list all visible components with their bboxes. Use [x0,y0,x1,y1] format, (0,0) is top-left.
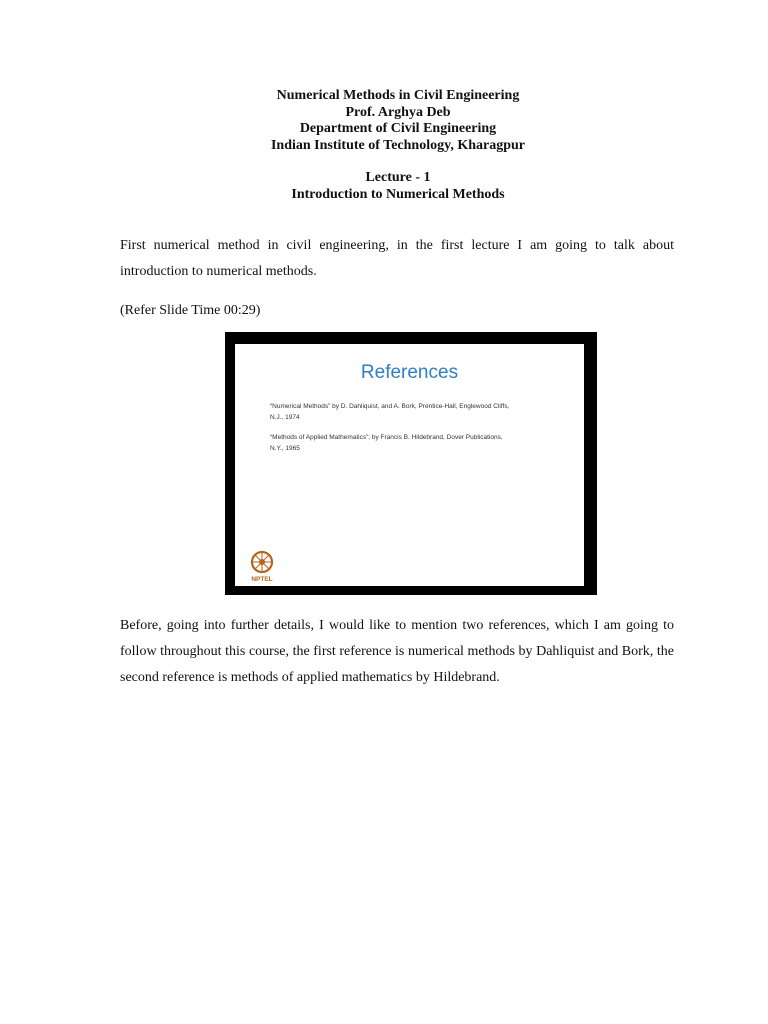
refer-slide-time: (Refer Slide Time 00:29) [120,303,261,318]
svg-text:NPTEL: NPTEL [251,576,273,583]
nptel-logo-icon [245,549,279,583]
slide-reference-2: “Methods of Applied Mathematics”; by Francis B. Hildebrand, Dover Publications, N.Y., 1965 [270,434,503,452]
lecture-number: Lecture - 1 [365,170,431,185]
institute-name: Indian Institute of Technology, Kharagpur [270,137,525,153]
header-gap [0,154,768,170]
references-paragraph: Before, going into further details, I would like to mention two references, which I am going to follow throughout this course, the first reference is numerical methods by Dahliquist and Bork, the second reference is methods of applied mathematics by Hildebrand. [120,618,674,685]
course-title: Numerical Methods in Civil Engineering [276,88,520,103]
department-name: Department of Civil Engineering [299,121,497,136]
slide-reference-1: “Numerical Methods” by D. Dahliquist, and A. Bork, Prentice-Hall, Englewood Cliffs, N.J., 1974 [270,403,510,421]
slide-title: References [360,362,459,383]
document-header [0,88,768,203]
slide-image [235,344,584,586]
lecture-title: Introduction to Numerical Methods [291,186,505,202]
professor-name: Prof. Arghya Deb [345,104,451,120]
intro-paragraph: First numerical method in civil engineering, in the first lecture I am going to talk about introduction to numerical methods. [120,238,674,279]
slide-frame [225,332,597,595]
